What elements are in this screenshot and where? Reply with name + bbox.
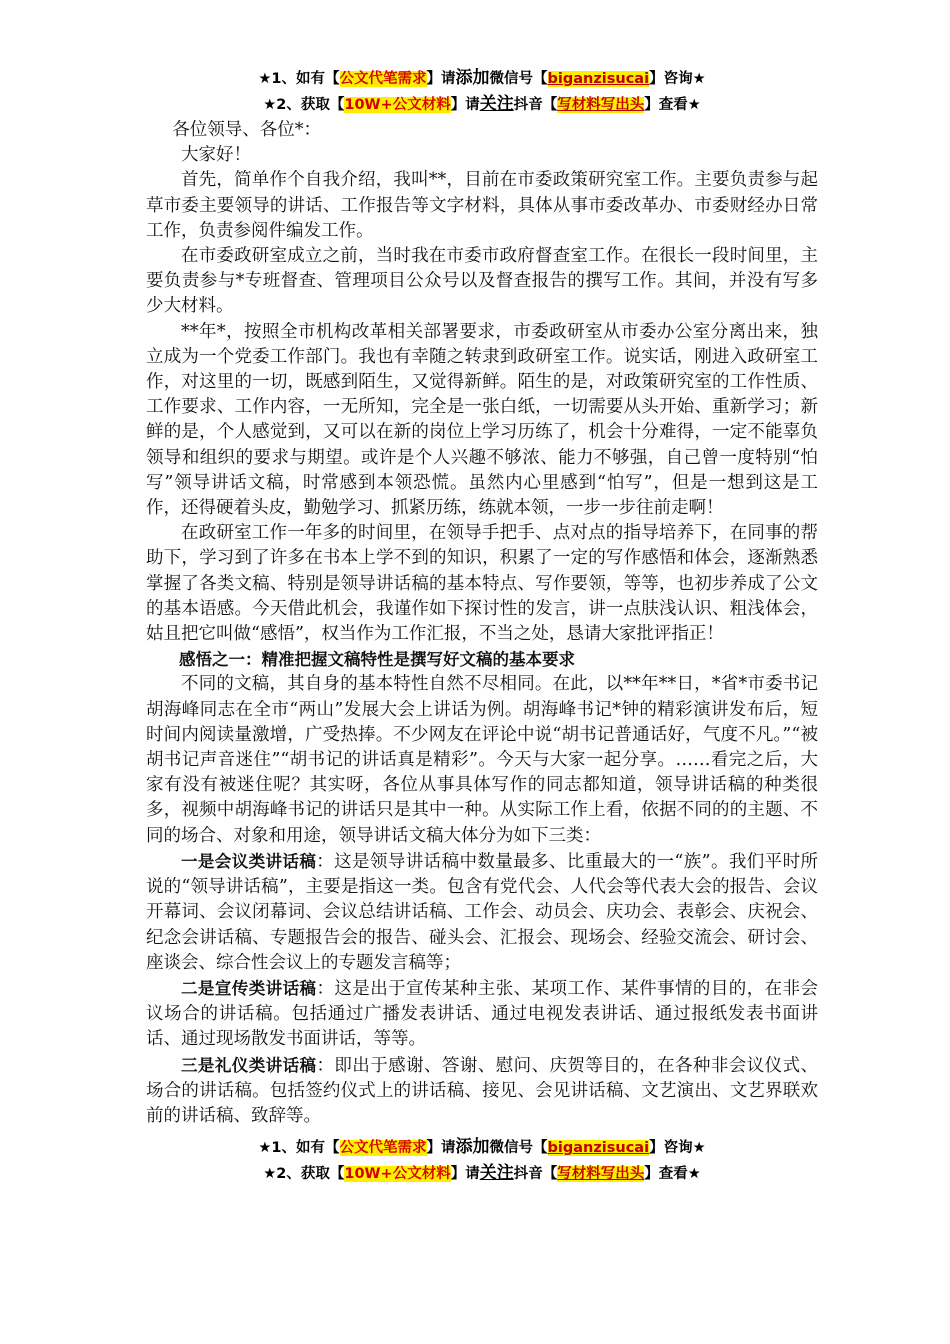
category-3-text: ：即出于感谢、答谢、慰问、庆贺等目的，在各种非会议仪式、场合的讲话稿。包括签约仪式上的讲话稿、接见、会见讲话稿、文艺演出、文艺界联欢前的讲话稿、致辞等。 (146, 1055, 819, 1126)
category-2-title: 二是宣传类讲话稿 (181, 978, 317, 998)
category-1-title: 一是会议类讲话稿 (181, 851, 317, 871)
star-icon: ★ (258, 71, 272, 87)
banner-emphasis: 关注 (479, 1163, 514, 1184)
category-1-text: ：这是领导讲话稿中数量最多、比重最大的一“族”。我们平时所说的“领导讲话稿”，主要是指这一类。包含有党代会、人代会等代表大会的报告、会议开幕词、会议闭幕词、会议总结讲话稿、工作会、动员会、庆功会、表彰会、庆祝会、纪念会讲话稿、专题报告会的报告、碰头会、汇报会、现场会、经验交流会、研讨会、座谈会、综合性会议上的专题发言稿等； (146, 851, 818, 973)
category-3-title: 三是礼仪类讲话稿 (181, 1055, 317, 1075)
highlight-materials: 10W+公文材料 (344, 97, 451, 113)
highlight-service: 公文代笔需求 (339, 1140, 427, 1157)
banner-text: 1、如有【 (271, 1140, 340, 1157)
banner-text: 抖音【 (513, 97, 558, 113)
paragraph-example: 不同的文稿，其自身的基本特性自然不尽相同。在此，以**年**日，*省*市委书记胡海峰同志在全市“两山”发展大会上讲话为例。胡海峰书记*钟的精彩演讲发布后，短时间内阅读量激增，广受热捧。不少网友在评论中说“胡书记普通话好，气度不凡。”“被胡书记声音迷住”“胡书记的讲话真是精彩”。今天与大家一起分享。……看完之后，大家有没有被迷住呢？其实呀，各位从事具体写作的同志都知道，领导讲话稿的种类很多，视频中胡海峰书记的讲话只是其中一种。从实际工作上看，依据不同的的主题、不同的场合、对象和用途，领导讲话文稿大体分为如下三类： (146, 674, 818, 846)
wechat-id-link[interactable]: biganzisucai (547, 1140, 650, 1157)
promo-banner-bottom-line-1 (146, 1135, 818, 1161)
banner-text: 】请 (450, 1166, 480, 1183)
banner-emphasis: 关注 (479, 94, 514, 114)
highlight-service: 公文代笔需求 (339, 71, 427, 87)
banner-text: 】查看★ (644, 97, 701, 113)
banner-emphasis: 添加 (455, 68, 490, 88)
paragraph-previous-work: 在市委政研室成立之前，当时我在市委市政府督查室工作。在很长一段时间里，主要负责参与*专班督查、管理项目公众号以及督查报告的撰写工作。其间，并没有写多少大材料。 (146, 246, 818, 317)
paragraph-intro: 首先，简单作个自我介绍，我叫**，目前在市委政策研究室工作。主要负责参与起草市委主要领导的讲话、工作报告等文字材料，具体从事市委改革办、市委财经办日常工作，负责参阅件编发工作。 (146, 170, 818, 241)
star-icon: ★ (263, 1166, 277, 1183)
paragraph-transfer: **年*，按照全市机构改革相关部署要求，市委政研室从市委办公室分离出来，独立成为一个党委工作部门。我也有幸随之转隶到政研室工作。说实话，刚进入政研室工作，对这里的一切，既感到陌生，又觉得新鲜。陌生的是，对政策研究室的工作性质、工作要求、工作内容，一无所知，完全是一张白纸，一切需要从头开始、重新学习；新鲜的是，个人感觉到，又可以在新的岗位上学习历练了，机会十分难得，一定不能辜负领导和组织的要求与期望。或许是个人兴趣不够浓、能力不够强，自己曾一度特别“怕写”领导讲话文稿，时常感到本领恐慌。虽然内心里感到“怕写”，但是一想到这是工作，还得硬着头皮，勤勉学习、抓紧历练，练就本领，一步一步往前走啊！ (146, 321, 818, 519)
promo-banner-line-1 (146, 66, 818, 92)
hello: 大家好！ (181, 145, 251, 166)
promo-banner-line-2 (146, 92, 818, 118)
paragraph-category-3 (146, 1053, 818, 1130)
document-page (146, 66, 818, 1187)
banner-text: 】请 (450, 97, 480, 113)
banner-text: 微信号【 (489, 1140, 548, 1157)
paragraph-experience: 在政研室工作一年多的时间里，在领导手把手、点对点的指导培养下，在同事的帮助下，学习到了许多在书本上学不到的知识，积累了一定的写作感悟和体会，逐渐熟悉掌握了各类文稿、特别是领导讲话稿的基本特点、写作要领，等等，也初步养成了公文的基本语感。今天借此机会，我谨作如下探讨性的发言，讲一点肤浅认识、粗浅体会，姑且把它叫做“感悟”，权当作为工作汇报，不当之处，恳请大家批评指正！ (146, 523, 818, 645)
banner-text: 微信号【 (489, 71, 548, 87)
douyin-account-link[interactable]: 写材料写出头 (557, 1166, 645, 1183)
star-icon: ★ (258, 1140, 272, 1157)
banner-text: 】请 (426, 1140, 456, 1157)
banner-text: 1、如有【 (271, 71, 340, 87)
banner-text: 】请 (426, 71, 456, 87)
banner-text: 2、获取【 (276, 97, 345, 113)
banner-text: 】咨询★ (649, 71, 706, 87)
banner-text: 】查看★ (644, 1166, 701, 1183)
section-heading-1: 感悟之一：精准把握文稿特性是撰写好文稿的基本要求 (179, 650, 575, 670)
paragraph-category-2 (146, 976, 818, 1053)
wechat-id-link[interactable]: biganzisucai (547, 71, 650, 87)
promo-banner-bottom-line-2 (146, 1161, 818, 1187)
banner-text: 】咨询★ (649, 1140, 706, 1157)
banner-text: 抖音【 (513, 1166, 558, 1183)
category-2-text: ：这是出于宣传某种主张、某项工作、某件事情的目的，在非会议场合的讲话稿。包括通过广播发表讲话、通过电视发表讲话、通过报纸发表书面讲话、通过现场散发书面讲话，等等。 (146, 978, 819, 1050)
greeting: 各位领导、各位*： (172, 120, 321, 140)
highlight-materials: 10W+公文材料 (344, 1166, 451, 1183)
douyin-account-link[interactable]: 写材料写出头 (557, 97, 645, 113)
star-icon: ★ (263, 97, 277, 113)
banner-text: 2、获取【 (276, 1166, 345, 1183)
paragraph-category-1 (146, 849, 818, 976)
banner-emphasis: 添加 (455, 1137, 490, 1158)
